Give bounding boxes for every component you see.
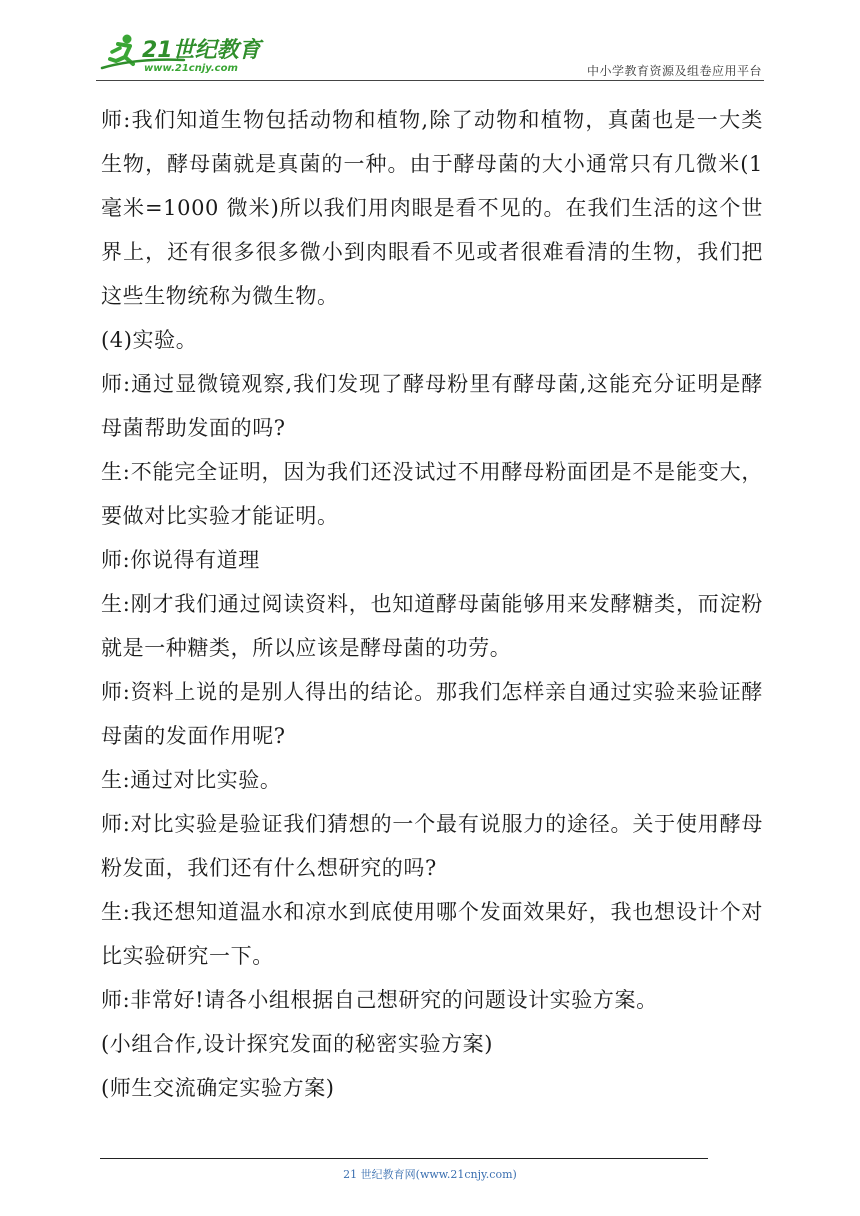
header-platform-text: 中小学教育资源及组卷应用平台: [586, 64, 762, 78]
site-logo: [96, 30, 266, 78]
paragraph: 生:我还想知道温水和凉水到底使用哪个发面效果好，我也想设计个对比实验研究一下。: [101, 900, 763, 968]
paragraph: 生:刚才我们通过阅读资料，也知道酵母菌能够用来发酵糖类，而淀粉就是一种糖类，所以应该是酵母菌的功劳。: [101, 592, 763, 660]
paragraph: 师:我们知道生物包括动物和植物,除了动物和植物，真菌也是一大类生物，酵母菌就是真菌的一种。由于酵母菌的大小通常只有几微米(1 毫米=1000 微米)所以我们用肉眼是看不见的。在我们生活的这个世界上，还有很多很多微小到肉眼看不见或者很难看清的生物，我们把这些生物统称为微生物。: [101, 108, 771, 308]
page-footer: 21 世纪教育网(www.21cnjy.com): [343, 1168, 517, 1181]
svg-text:www.21cnjy.com: www.21cnjy.com: [144, 63, 238, 74]
footer-divider: [100, 1158, 708, 1159]
page-header: [96, 30, 764, 80]
svg-text:21世纪教育: 21世纪教育: [142, 38, 261, 63]
paragraph: 师:对比实验是验证我们猜想的一个最有说服力的途径。关于使用酵母粉发面，我们还有什么想研究的吗?: [101, 812, 763, 880]
paragraph: 生:不能完全证明，因为我们还没试过不用酵母粉面团是不是能变大，要做对比实验才能证明。: [101, 460, 763, 528]
paragraph: 师:你说得有道理: [101, 548, 260, 572]
paragraph: 师:资料上说的是别人得出的结论。那我们怎样亲自通过实验来验证酵母菌的发面作用呢?: [101, 680, 763, 748]
document-body: [101, 98, 771, 1110]
paragraph: (师生交流确定实验方案): [101, 1076, 335, 1100]
paragraph: (小组合作,设计探究发面的秘密实验方案): [101, 1032, 494, 1056]
paragraph: 生:通过对比实验。: [101, 768, 282, 792]
paragraph: 师:非常好!请各小组根据自己想研究的问题设计实验方案。: [101, 988, 658, 1012]
paragraph: (4)实验。: [101, 328, 198, 352]
paragraph: 师:通过显微镜观察,我们发现了酵母粉里有酵母菌,这能充分证明是酵母菌帮助发面的吗?: [101, 372, 763, 440]
header-divider: [96, 80, 764, 81]
